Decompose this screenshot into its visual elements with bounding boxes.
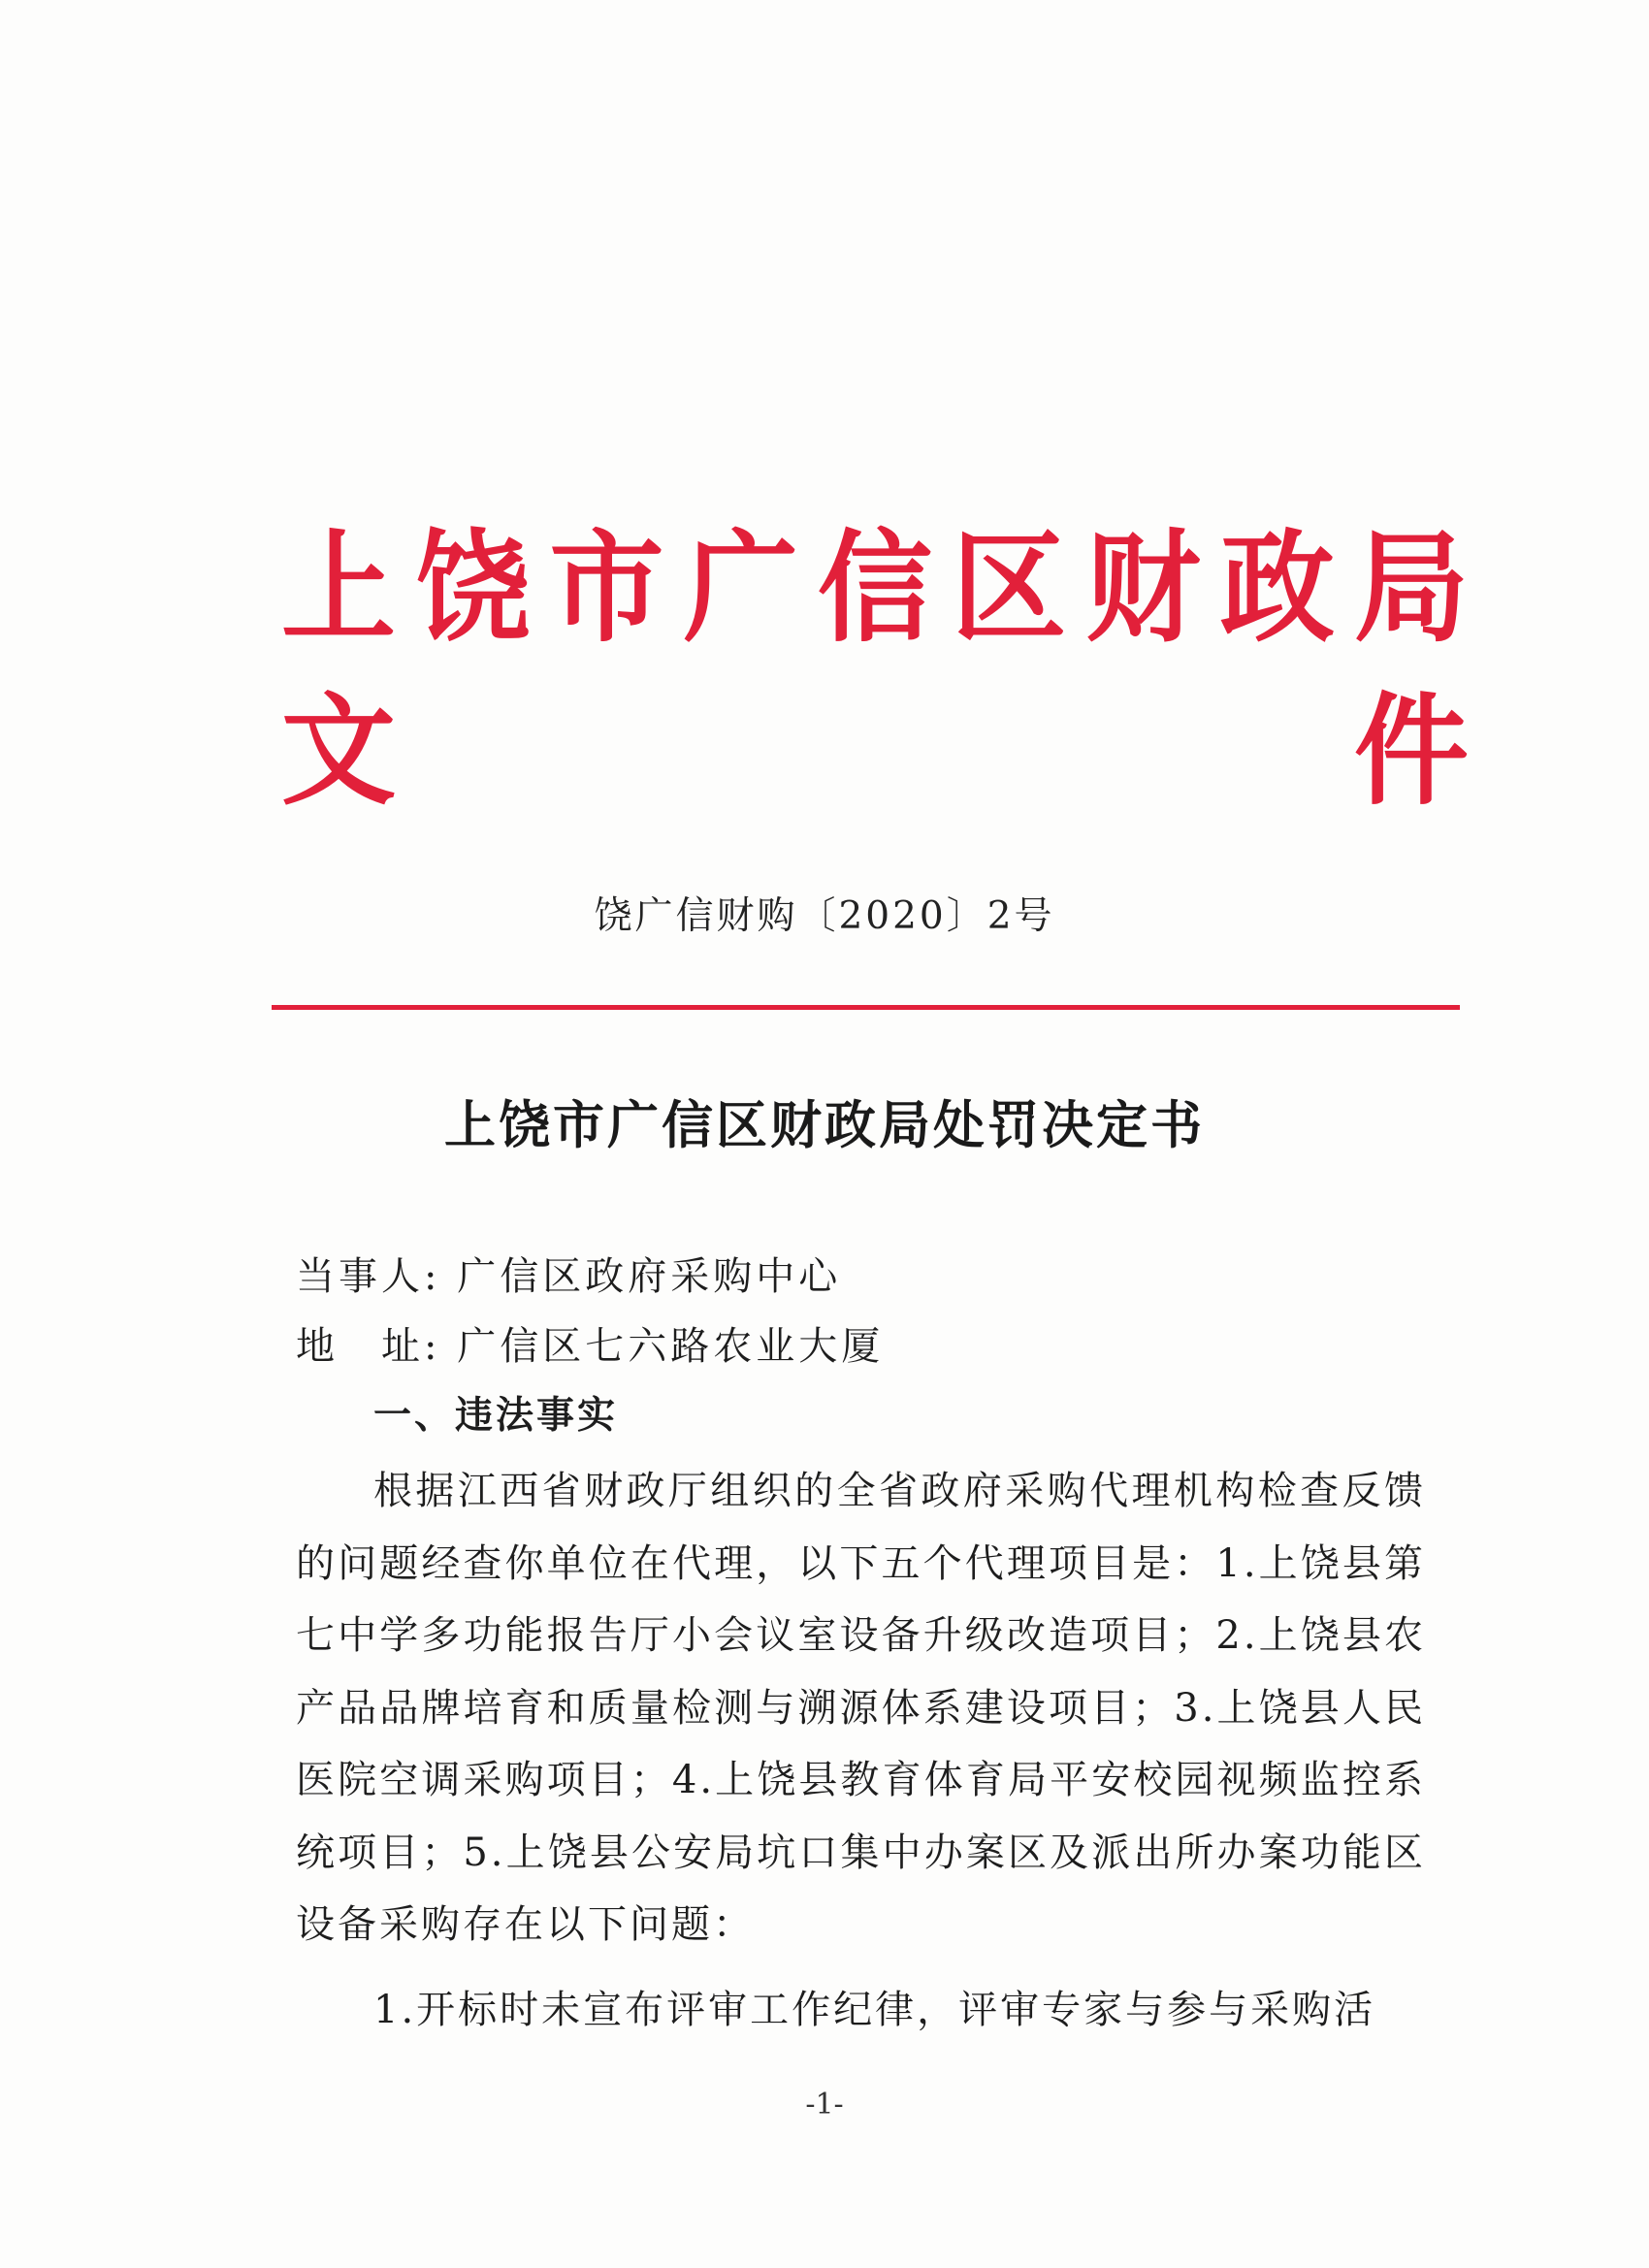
address-label: 地 址: — [296, 1324, 441, 1369]
address-value: 广信区七六路农业大厦 — [457, 1324, 885, 1369]
document-title: 上饶市广信区财政局处罚决定书 — [444, 1095, 1205, 1155]
red-divider-line — [272, 1005, 1460, 1010]
page-number: -1- — [805, 2088, 844, 2122]
party-value: 广信区政府采购中心 — [457, 1254, 842, 1299]
masthead-title: 上饶市广信区财政局文件 — [281, 517, 1474, 822]
address-line — [296, 1317, 884, 1376]
section-heading: 一、违法事实 — [373, 1394, 619, 1438]
list-item: 1.开标时未宣布评审工作纪律，评审专家与参与采购活 — [373, 1988, 1376, 2032]
facts-paragraph: 根据江西省财政厅组织的全省政府采购代理机构检查反馈的问题经查你单位在代理，以下五个代理项目是：1.上饶县第七中学多功能报告厅小会议室设备升级改造项目；2.上饶县农产品品牌培育和质量检测与溯源体系建设项目；3.上饶县人民医院空调采购项目；4.上饶县教育体育局平安校园视频监控系统项目；5.上饶县公安局坑口集中办案区及派出所办案功能区设备采购存在以下问题： — [296, 1469, 1426, 1947]
party-label: 当事人: — [296, 1254, 441, 1299]
document-number: 饶广信财购〔2020〕2号 — [594, 894, 1055, 938]
party-line — [296, 1247, 841, 1306]
